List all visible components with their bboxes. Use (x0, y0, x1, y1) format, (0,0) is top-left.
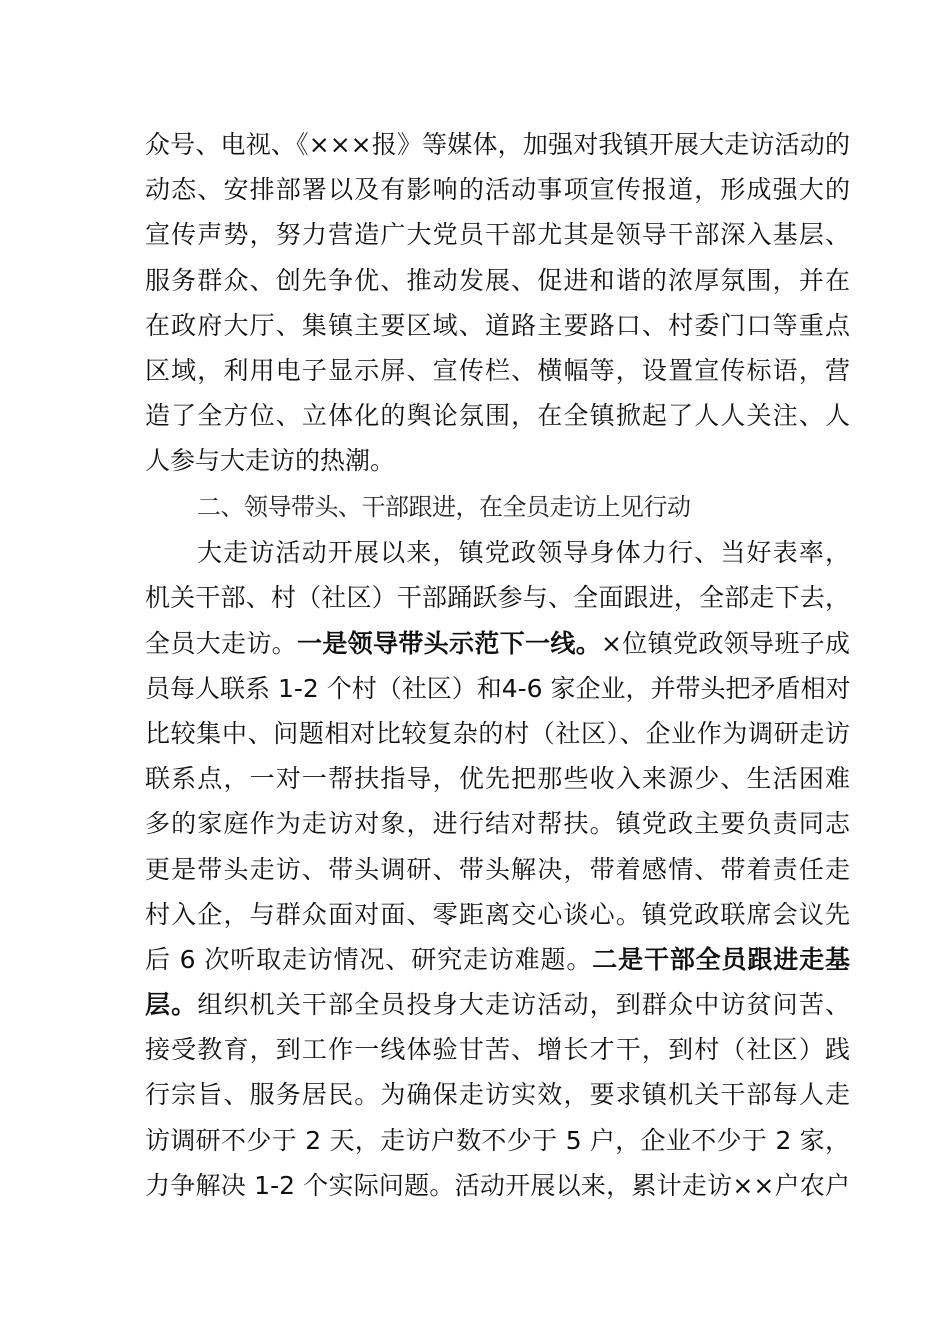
bold-point-two: 二是干部全员跟进走基 (592, 944, 850, 974)
text-run: ×位镇党政领导班子成 (601, 628, 850, 658)
text-line: 员每人联系 1-2 个村（社区）和4-6 家企业，并带头把矛盾相对 (145, 673, 851, 703)
bold-point-one: 一是领导带头示范下一线。 (297, 628, 602, 658)
text-line (145, 621, 850, 666)
text-line: 机关干部、村（社区）干部踊跃参与、全面跟进，全部走下去， (145, 583, 850, 613)
text-line: 访调研不少于 2 天，走访户数不少于 5 户，企业不少于 2 家， (145, 1125, 850, 1155)
bold-point-two-end: 层。 (145, 990, 198, 1020)
text-line: 比较集中、问题相对比较复杂的村（社区）、企业作为调研走访 (145, 718, 850, 748)
text-line (145, 937, 850, 982)
text-run: 组织机关干部全员投身大走访活动，到群众中访贫问苦、 (197, 990, 850, 1020)
text-line: 宣传声势，努力营造广大党员干部尤其是领导干部深入基层、 (145, 220, 850, 250)
text-line: 在政府大厅、集镇主要区域、道路主要路口、村委门口等重点 (145, 310, 850, 340)
text-line (145, 982, 850, 1027)
text-line: 动态、安排部署以及有影响的活动事项宣传报道，形成强大的 (145, 175, 850, 205)
text-line: 人参与大走访的热潮。 (145, 446, 396, 476)
text-line: 众号、电视、《×××报》等媒体，加强对我镇开展大走访活动的 (145, 130, 850, 159)
text-line: 接受教育，到工作一线体验甘苦、增长才干，到村（社区）践 (145, 1035, 850, 1065)
text-line: 行宗旨、服务居民。为确保走访实效，要求镇机关干部每人走 (145, 1080, 850, 1110)
text-line: 更是带头走访、带头调研、带头解决，带着感情、带着责任走 (145, 854, 850, 884)
section-two (145, 485, 850, 1208)
text-line: 造了全方位、立体化的舆论氛围，在全镇掀起了人人关注、人 (145, 401, 850, 431)
text-line: 村入企，与群众面对面、零距离交心谈心。镇党政联席会议先 (145, 899, 850, 929)
paragraph-publicity (145, 122, 850, 484)
text-line: 大走访活动开展以来，镇党政领导身体力行、当好表率， (197, 538, 850, 568)
text-line: 多的家庭作为走访对象，进行结对帮扶。镇党政主要负责同志 (145, 809, 850, 839)
text-line: 联系点，一对一帮扶指导，优先把那些收入来源少、生活困难 (145, 764, 850, 794)
text-line: 区域，利用电子显示屏、宣传栏、横幅等，设置宣传标语，营 (145, 355, 850, 385)
text-run: 后 6 次听取走访情况、研究走访难题。 (145, 944, 593, 974)
text-run: 全员大走访。 (145, 628, 298, 658)
text-line: 力争解决 1-2 个实际问题。活动开展以来，累计走访××户农户 (145, 1170, 850, 1200)
section-heading: 二、领导带头、干部跟进，在全员走访上见行动 (197, 493, 691, 521)
text-line: 服务群众、创先争优、推动发展、促进和谐的浓厚氛围，并在 (145, 265, 850, 295)
